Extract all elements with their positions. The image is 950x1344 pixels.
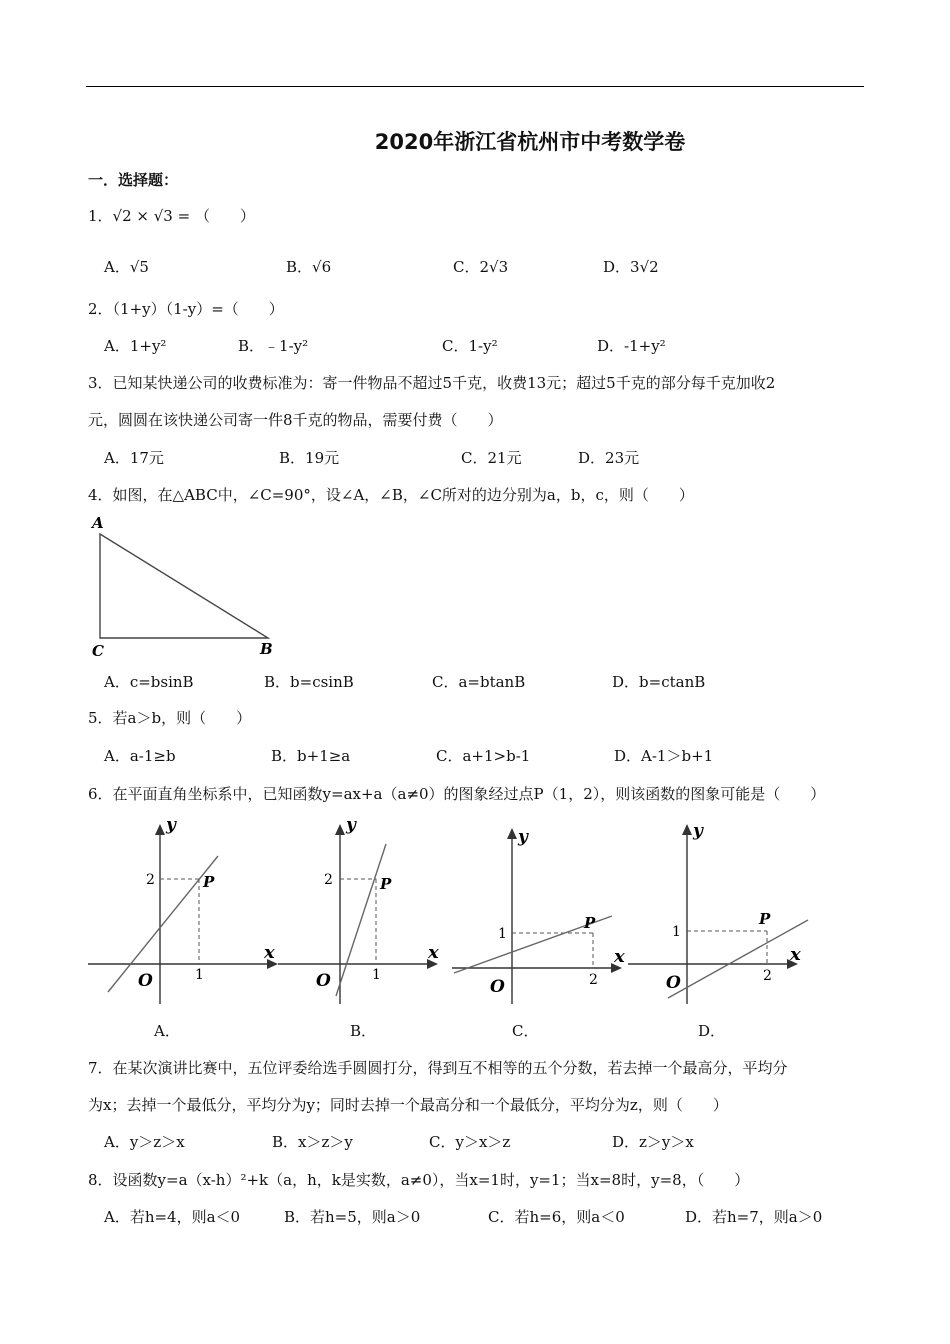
triangle-figure <box>86 512 286 662</box>
graph-d <box>626 818 816 1008</box>
question-1-option-b: B．√6 <box>286 258 332 276</box>
graph-c <box>450 818 640 1008</box>
point-p-label: P <box>759 910 771 928</box>
x-axis-label: x <box>790 944 801 965</box>
x-tick-label: 2 <box>763 968 772 984</box>
question-7-option-d: D．z＞y＞x <box>612 1133 694 1151</box>
question-2-option-a: A．1+y² <box>104 337 167 355</box>
y-tick-label: 2 <box>324 872 333 888</box>
question-3-stem-line-1: 3．已知某快递公司的收费标准为：寄一件物品不超过5千克，收费13元；超过5千克的部分每千克加收2 <box>88 374 776 392</box>
y-axis-label: y <box>693 821 703 841</box>
question-8-option-c: C．若h=6，则a＜0 <box>488 1208 625 1226</box>
question-8-option-b: B．若h=5，则a＞0 <box>284 1208 421 1226</box>
question-7-stem-line-1: 7．在某次演讲比赛中，五位评委给选手圆圆打分，得到互不相等的五个分数，若去掉一个最高分，平均分 <box>88 1059 788 1077</box>
question-7-stem-line-2: 为x；去掉一个最低分，平均分为y；同时去掉一个最高分和一个最低分，平均分为z，则（ ） <box>88 1096 728 1114</box>
question-5-stem: 5．若a＞b，则（ ） <box>88 709 252 727</box>
x-axis-label: x <box>614 946 625 967</box>
question-2-option-c: C．1-y² <box>442 337 498 355</box>
x-axis-label: x <box>264 942 275 963</box>
point-p-label: P <box>380 875 392 893</box>
y-axis-arrow-icon <box>335 824 345 835</box>
origin-label: O <box>138 971 153 991</box>
question-3-stem-line-2: 元，圆圆在该快递公司寄一件8千克的物品，需要付费（ ） <box>88 411 503 429</box>
question-2-option-b: B．﹣1-y² <box>238 337 309 355</box>
question-7-option-b: B．x＞z＞y <box>272 1133 353 1151</box>
y-tick-label: 1 <box>672 924 681 940</box>
vertex-c-label: C <box>92 642 104 660</box>
question-4-option-b: B．b=csinB <box>264 673 354 691</box>
question-6-option-b: B． <box>350 1022 377 1040</box>
y-tick-label: 1 <box>498 926 507 942</box>
header-rule <box>86 86 864 87</box>
vertex-b-label: B <box>260 640 273 658</box>
question-3-option-a: A．17元 <box>104 449 164 467</box>
question-4-stem: 4．如图，在△ABC中，∠C=90°，设∠A，∠B，∠C所对的边分别为a，b，c，则（ ） <box>88 486 694 504</box>
question-4-option-c: C．a=btanB <box>432 673 526 691</box>
y-axis-label: y <box>346 818 356 835</box>
question-3-option-c: C．21元 <box>461 449 522 467</box>
point-p-label: P <box>584 914 596 932</box>
origin-label: O <box>490 977 505 997</box>
y-axis-label: y <box>518 827 528 847</box>
graph-b <box>276 818 476 1008</box>
y-axis-label: y <box>166 818 176 835</box>
point-p-label: P <box>203 873 215 891</box>
y-tick-label: 2 <box>146 872 155 888</box>
origin-label: O <box>316 971 331 991</box>
question-8-stem: 8．设函数y=a（x-h）²+k（a，h，k是实数，a≠0），当x=1时，y=1；当x=8时，y=8，（ ） <box>88 1171 750 1189</box>
y-axis-arrow-icon <box>507 828 517 839</box>
question-6-option-a: A． <box>154 1022 180 1040</box>
question-7-option-c: C．y＞x＞z <box>429 1133 511 1151</box>
origin-label: O <box>666 973 681 993</box>
question-5-option-b: B．b+1≥a <box>271 747 351 765</box>
question-2-option-d: D．-1+y² <box>597 337 666 355</box>
graph-a <box>86 818 286 1008</box>
vertex-a-label: A <box>92 514 104 532</box>
question-7-option-a: A．y＞z＞x <box>104 1133 185 1151</box>
question-5-option-d: D．A-1＞b+1 <box>614 747 714 765</box>
question-5-option-c: C．a+1>b-1 <box>436 747 531 765</box>
question-6-option-d: D． <box>698 1022 726 1040</box>
question-1-option-d: D．3√2 <box>603 258 659 276</box>
question-6-stem: 6．在平面直角坐标系中，已知函数y=ax+a（a≠0）的图象经过点P（1，2），则该函数的图象可能是（ ） <box>88 785 826 803</box>
y-axis-arrow-icon <box>155 824 165 835</box>
x-tick-label: 2 <box>589 972 598 988</box>
question-1-stem: 1．√2 × √3 = （ ） <box>88 207 255 225</box>
triangle-abc <box>100 534 268 638</box>
page-title: 2020年浙江省杭州市中考数学卷 <box>374 130 686 154</box>
question-4-option-a: A．c=bsinB <box>104 673 194 691</box>
y-axis-arrow-icon <box>682 824 692 835</box>
question-2-stem: 2．（1+y）（1-y）=（ ） <box>88 300 284 318</box>
question-1-option-a: A．√5 <box>104 258 149 276</box>
question-8-option-a: A．若h=4，则a＜0 <box>104 1208 241 1226</box>
question-5-option-a: A．a-1≥b <box>104 747 176 765</box>
section-heading: 一．选择题： <box>88 171 179 189</box>
question-8-option-d: D．若h=7，则a＞0 <box>685 1208 823 1226</box>
question-4-option-d: D．b=ctanB <box>612 673 706 691</box>
x-tick-label: 1 <box>372 967 381 983</box>
question-3-option-d: D．23元 <box>578 449 640 467</box>
question-3-option-b: B．19元 <box>279 449 340 467</box>
question-6-option-c: C． <box>512 1022 539 1040</box>
question-1-option-c: C．2√3 <box>453 258 509 276</box>
x-axis-label: x <box>428 942 439 963</box>
x-tick-label: 1 <box>195 967 204 983</box>
